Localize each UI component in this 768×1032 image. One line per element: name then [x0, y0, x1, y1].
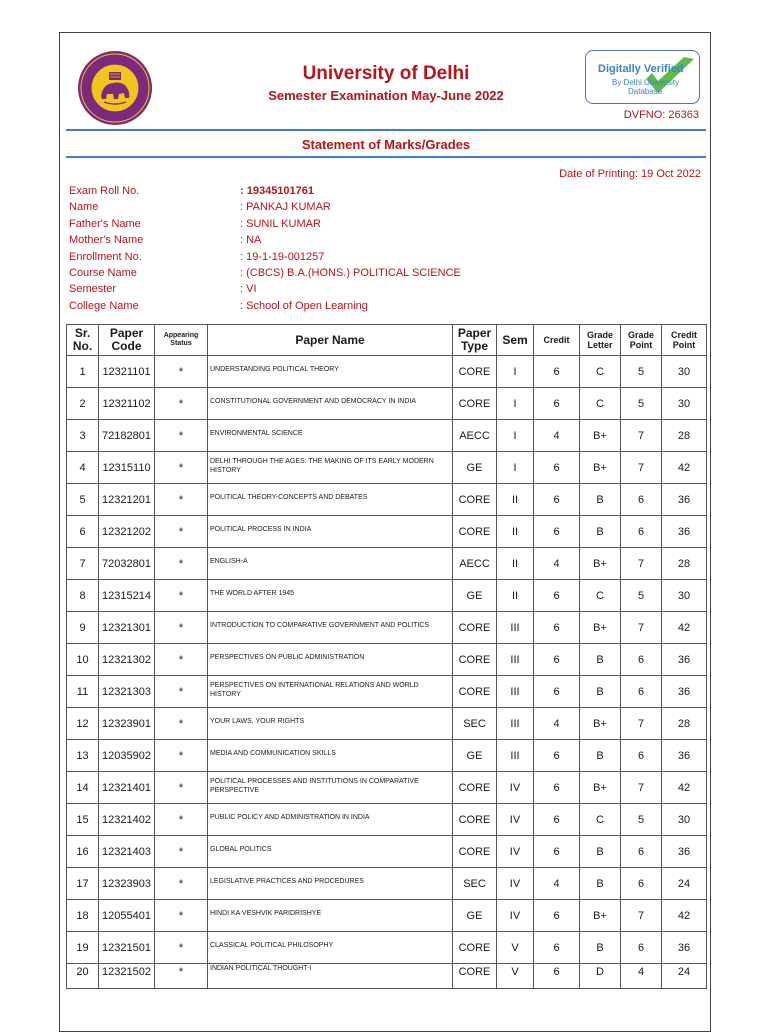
cell-credit: 6 — [534, 804, 580, 836]
cell-paper-code: 12321202 — [99, 516, 155, 548]
cell-grade-point: 7 — [621, 772, 662, 804]
cell-paper-code: 12321403 — [99, 836, 155, 868]
cell-appearing-status: * — [155, 644, 208, 676]
paper-name-text: PUBLIC POLICY AND ADMINISTRATION IN INDIA — [210, 814, 370, 821]
cell-sr-no: 2 — [67, 388, 99, 420]
cell-grade-letter: B+ — [580, 772, 621, 804]
cell-credit-point: 30 — [662, 580, 707, 612]
cell-grade-point: 7 — [621, 420, 662, 452]
cell-credit-point: 42 — [662, 772, 707, 804]
divider-bottom — [66, 156, 706, 158]
cell-appearing-status: * — [155, 452, 208, 484]
cell-appearing-status: * — [155, 932, 208, 964]
cell-appearing-status: * — [155, 356, 208, 388]
cell-credit: 6 — [534, 964, 580, 989]
detail-label: Course Name — [69, 266, 137, 279]
table-row — [67, 580, 707, 612]
cell-appearing-status: * — [155, 484, 208, 516]
cell-sem: IV — [497, 772, 534, 804]
cell-paper-name — [208, 388, 453, 420]
cell-credit: 6 — [534, 740, 580, 772]
cell-sem: II — [497, 548, 534, 580]
cell-credit: 6 — [534, 900, 580, 932]
table-row — [67, 932, 707, 964]
cell-grade-point: 6 — [621, 868, 662, 900]
cell-grade-point: 7 — [621, 452, 662, 484]
cell-sem: II — [497, 580, 534, 612]
cell-sr-no: 20 — [67, 964, 99, 989]
cell-grade-letter: B+ — [580, 708, 621, 740]
cell-credit-point: 28 — [662, 708, 707, 740]
digitally-verified-badge — [585, 50, 700, 104]
cell-paper-name — [208, 708, 453, 740]
col-grade-letter — [580, 325, 621, 356]
exam-subtitle: Semester Examination May-June 2022 — [268, 88, 504, 103]
cell-credit: 6 — [534, 356, 580, 388]
header-text: Type — [460, 339, 489, 353]
cell-paper-name — [208, 868, 453, 900]
cell-paper-name — [208, 932, 453, 964]
dvf-number: DVFNO: 26363 — [623, 109, 699, 121]
cell-grade-point: 4 — [621, 964, 662, 989]
cell-credit-point: 36 — [662, 836, 707, 868]
cell-appearing-status: * — [155, 868, 208, 900]
cell-grade-letter: B+ — [580, 900, 621, 932]
table-row — [67, 740, 707, 772]
table-row — [67, 356, 707, 388]
table-row — [67, 612, 707, 644]
cell-credit-point: 42 — [662, 900, 707, 932]
table-row — [67, 868, 707, 900]
paper-name-text: DELHI THROUGH THE AGES: THE MAKING OF ITS EARLY MODERN HISTORY — [210, 457, 434, 474]
cell-paper-code: 12323903 — [99, 868, 155, 900]
detail-label: Mother's Name — [69, 234, 144, 247]
cell-credit: 6 — [534, 580, 580, 612]
table-row — [67, 484, 707, 516]
cell-paper-code: 12321303 — [99, 676, 155, 708]
header-text: Grade — [586, 330, 613, 340]
paper-name-text: PERSPECTIVES ON PUBLIC ADMINISTRATION — [210, 654, 365, 661]
cell-grade-point: 7 — [621, 548, 662, 580]
cell-credit: 6 — [534, 644, 580, 676]
cell-grade-point: 5 — [621, 356, 662, 388]
badge-caption-line1: By Delhi University — [612, 78, 680, 87]
cell-paper-type: CORE — [453, 484, 497, 516]
header-text: Grade — [627, 330, 654, 340]
cell-paper-type: CORE — [453, 612, 497, 644]
cell-paper-type: CORE — [453, 644, 497, 676]
paper-name-text: LEGISLATIVE PRACTICES AND PROCEDURES — [210, 878, 364, 885]
cell-paper-code: 72182801 — [99, 420, 155, 452]
col-grade-point — [621, 325, 662, 356]
cell-paper-name — [208, 612, 453, 644]
paper-name-text: THE WORLD AFTER 1945 — [210, 590, 295, 597]
cell-sr-no: 4 — [67, 452, 99, 484]
cell-credit-point: 36 — [662, 644, 707, 676]
table-row — [67, 388, 707, 420]
header-text: Paper — [109, 326, 144, 340]
cell-sr-no: 11 — [67, 676, 99, 708]
cell-credit: 4 — [534, 548, 580, 580]
cell-sem: II — [497, 484, 534, 516]
cell-paper-type: GE — [453, 452, 497, 484]
cell-paper-code: 12055401 — [99, 900, 155, 932]
divider-top — [66, 129, 706, 131]
header-text: Paper — [457, 326, 492, 340]
cell-appearing-status: * — [155, 900, 208, 932]
table-row — [67, 836, 707, 868]
cell-paper-code: 12035902 — [99, 740, 155, 772]
cell-sem: V — [497, 964, 534, 989]
cell-credit: 6 — [534, 772, 580, 804]
detail-value: : (CBCS) B.A.(HONS.) POLITICAL SCIENCE — [240, 266, 461, 279]
paper-name-text: POLITICAL THEORY-CONCEPTS AND DEBATES — [210, 494, 368, 501]
cell-grade-letter: B — [580, 868, 621, 900]
paper-name-text: INTRODUCTION TO COMPARATIVE GOVERNMENT AND POLITICS — [210, 622, 430, 629]
cell-credit: 6 — [534, 612, 580, 644]
table-row — [67, 516, 707, 548]
cell-paper-type: CORE — [453, 356, 497, 388]
cell-paper-type: CORE — [453, 964, 497, 989]
cell-paper-code: 12321102 — [99, 388, 155, 420]
header-text: Point — [629, 340, 653, 350]
badge-caption-line2: Database — [628, 87, 663, 96]
cell-appearing-status: * — [155, 804, 208, 836]
table-row — [67, 452, 707, 484]
cell-credit-point: 42 — [662, 452, 707, 484]
marks-table — [66, 324, 707, 989]
cell-paper-type: CORE — [453, 932, 497, 964]
cell-appearing-status: * — [155, 676, 208, 708]
cell-paper-type: CORE — [453, 804, 497, 836]
cell-paper-type: CORE — [453, 836, 497, 868]
cell-paper-code: 12323901 — [99, 708, 155, 740]
cell-paper-type: CORE — [453, 676, 497, 708]
table-header — [67, 325, 707, 356]
cell-sem: III — [497, 740, 534, 772]
cell-appearing-status: * — [155, 740, 208, 772]
cell-paper-type: CORE — [453, 516, 497, 548]
detail-value: : School of Open Learning — [240, 299, 368, 312]
cell-grade-letter: C — [580, 804, 621, 836]
detail-value: : 19-1-19-001257 — [240, 250, 325, 263]
cell-credit: 6 — [534, 484, 580, 516]
cell-appearing-status: * — [155, 388, 208, 420]
cell-credit-point: 28 — [662, 548, 707, 580]
cell-grade-point: 6 — [621, 516, 662, 548]
cell-grade-point: 6 — [621, 644, 662, 676]
cell-sr-no: 6 — [67, 516, 99, 548]
cell-paper-name — [208, 644, 453, 676]
cell-appearing-status: * — [155, 708, 208, 740]
cell-sem: III — [497, 612, 534, 644]
cell-credit: 6 — [534, 932, 580, 964]
cell-paper-name — [208, 772, 453, 804]
cell-credit: 6 — [534, 836, 580, 868]
cell-paper-code: 12315110 — [99, 452, 155, 484]
table-row — [67, 676, 707, 708]
table-row — [67, 964, 707, 989]
cell-paper-name — [208, 420, 453, 452]
cell-appearing-status: * — [155, 420, 208, 452]
cell-grade-letter: B — [580, 676, 621, 708]
cell-paper-type: AECC — [453, 420, 497, 452]
cell-grade-point: 6 — [621, 676, 662, 708]
cell-paper-name — [208, 740, 453, 772]
cell-sem: IV — [497, 900, 534, 932]
cell-credit-point: 24 — [662, 868, 707, 900]
cell-paper-code: 12321402 — [99, 804, 155, 836]
cell-credit-point: 36 — [662, 932, 707, 964]
cell-grade-point: 7 — [621, 900, 662, 932]
cell-sr-no: 3 — [67, 420, 99, 452]
header-text: Code — [111, 339, 142, 353]
cell-paper-name — [208, 356, 453, 388]
cell-credit: 4 — [534, 868, 580, 900]
cell-sr-no: 1 — [67, 356, 99, 388]
cell-sem: III — [497, 708, 534, 740]
cell-paper-name — [208, 548, 453, 580]
col-credit: Credit — [534, 325, 580, 356]
badge-caption — [612, 78, 679, 96]
cell-sem: III — [497, 676, 534, 708]
cell-sr-no: 14 — [67, 772, 99, 804]
cell-grade-point: 5 — [621, 580, 662, 612]
col-paper-name: Paper Name — [208, 325, 453, 356]
detail-label: Enrollment No. — [69, 250, 142, 263]
cell-credit-point: 28 — [662, 420, 707, 452]
cell-appearing-status: * — [155, 612, 208, 644]
cell-sem: I — [497, 356, 534, 388]
cell-paper-code: 12321401 — [99, 772, 155, 804]
col-paper-code — [99, 325, 155, 356]
cell-sem: I — [497, 388, 534, 420]
cell-sem: IV — [497, 868, 534, 900]
cell-grade-point: 6 — [621, 836, 662, 868]
cell-appearing-status: * — [155, 772, 208, 804]
cell-credit-point: 36 — [662, 676, 707, 708]
paper-name-text: MEDIA AND COMMUNICATION SKILLS — [210, 750, 336, 757]
cell-paper-code: 12321101 — [99, 356, 155, 388]
cell-grade-point: 5 — [621, 388, 662, 420]
cell-paper-name — [208, 452, 453, 484]
cell-grade-point: 6 — [621, 932, 662, 964]
cell-paper-type: SEC — [453, 868, 497, 900]
cell-credit: 4 — [534, 420, 580, 452]
cell-sem: I — [497, 420, 534, 452]
cell-grade-point: 7 — [621, 708, 662, 740]
paper-name-text: CONSTITUTIONAL GOVERNMENT AND DEMOCRACY IN INDIA — [210, 398, 417, 405]
cell-paper-type: AECC — [453, 548, 497, 580]
cell-grade-letter: C — [580, 356, 621, 388]
cell-paper-code: 12321501 — [99, 932, 155, 964]
table-row — [67, 644, 707, 676]
cell-paper-type: CORE — [453, 772, 497, 804]
cell-sem: III — [497, 644, 534, 676]
cell-credit: 4 — [534, 708, 580, 740]
cell-grade-letter: B — [580, 484, 621, 516]
cell-sr-no: 10 — [67, 644, 99, 676]
paper-name-text: HINDI KA VESHVIK PARIDRISHYE — [210, 910, 322, 917]
cell-paper-type: CORE — [453, 388, 497, 420]
paper-name-text: POLITICAL PROCESSES AND INSTITUTIONS IN COMPARATIVE PERSPECTIVE — [210, 777, 419, 794]
cell-paper-type: SEC — [453, 708, 497, 740]
detail-label: Father's Name — [69, 217, 141, 230]
cell-grade-letter: C — [580, 580, 621, 612]
cell-credit-point: 36 — [662, 484, 707, 516]
header-text: Appearing — [163, 332, 199, 339]
paper-name-text: INDIAN POLITICAL THOUGHT-I — [210, 965, 312, 972]
cell-grade-letter: C — [580, 388, 621, 420]
marksheet-page — [59, 32, 711, 1032]
cell-appearing-status: * — [155, 516, 208, 548]
cell-sem: II — [497, 516, 534, 548]
table-row — [67, 772, 707, 804]
cell-grade-letter: D — [580, 964, 621, 989]
header-text: Credit — [670, 330, 697, 340]
cell-appearing-status: * — [155, 964, 208, 989]
cell-credit: 6 — [534, 388, 580, 420]
col-credit-point — [662, 325, 707, 356]
cell-paper-type: GE — [453, 900, 497, 932]
col-paper-type — [453, 325, 497, 356]
cell-sem: V — [497, 932, 534, 964]
cell-paper-name — [208, 580, 453, 612]
badge-title: Digitally Verified — [598, 63, 684, 75]
col-sr-no — [67, 325, 99, 356]
table-row — [67, 804, 707, 836]
detail-label: College Name — [69, 299, 139, 312]
paper-name-text: POLITICAL PROCESS IN INDIA — [210, 526, 312, 533]
detail-value: : PANKAJ KUMAR — [240, 201, 331, 214]
cell-grade-point: 6 — [621, 484, 662, 516]
cell-sr-no: 18 — [67, 900, 99, 932]
cell-grade-letter: B+ — [580, 452, 621, 484]
cell-appearing-status: * — [155, 548, 208, 580]
cell-sr-no: 12 — [67, 708, 99, 740]
cell-paper-code: 12321201 — [99, 484, 155, 516]
cell-credit-point: 30 — [662, 388, 707, 420]
cell-credit: 6 — [534, 516, 580, 548]
cell-paper-code: 12315214 — [99, 580, 155, 612]
cell-paper-name — [208, 484, 453, 516]
cell-sem: IV — [497, 836, 534, 868]
cell-sem: IV — [497, 804, 534, 836]
table-row — [67, 548, 707, 580]
cell-grade-letter: B — [580, 932, 621, 964]
cell-grade-point: 7 — [621, 612, 662, 644]
detail-value: : 19345101761 — [240, 185, 315, 197]
cell-paper-type: GE — [453, 580, 497, 612]
cell-credit-point: 30 — [662, 356, 707, 388]
cell-grade-letter: B+ — [580, 420, 621, 452]
cell-paper-name — [208, 836, 453, 868]
cell-sem: I — [497, 452, 534, 484]
detail-label: Exam Roll No. — [69, 185, 140, 197]
detail-label: Semester — [69, 283, 117, 296]
paper-name-text: ENVIRONMENTAL SCIENCE — [210, 430, 303, 437]
header-text: Letter — [587, 340, 613, 350]
detail-value: : VI — [240, 283, 257, 296]
cell-appearing-status: * — [155, 580, 208, 612]
table-row — [67, 708, 707, 740]
cell-credit-point: 42 — [662, 612, 707, 644]
detail-value: : SUNIL KUMAR — [240, 217, 321, 230]
cell-paper-name — [208, 516, 453, 548]
cell-sr-no: 15 — [67, 804, 99, 836]
header-text: No. — [72, 339, 93, 353]
cell-grade-point: 5 — [621, 804, 662, 836]
date-of-printing: Date of Printing: 19 Oct 2022 — [559, 168, 701, 180]
paper-name-text: CLASSICAL POLITICAL PHILOSOPHY — [210, 942, 334, 949]
header-text: Point — [672, 340, 696, 350]
paper-name-text: PERSPECTIVES ON INTERNATIONAL RELATIONS AND WORLD HISTORY — [210, 681, 419, 698]
cell-paper-name — [208, 676, 453, 708]
paper-name-text: GLOBAL POLITICS — [210, 846, 272, 853]
cell-paper-code: 12321302 — [99, 644, 155, 676]
cell-grade-letter: B — [580, 644, 621, 676]
col-sem: Sem — [497, 325, 534, 356]
paper-name-text: YOUR LAWS, YOUR RIGHTS — [210, 718, 305, 725]
cell-grade-letter: B — [580, 516, 621, 548]
cell-credit-point: 24 — [662, 964, 707, 989]
statement-title: Statement of Marks/Grades — [301, 137, 471, 152]
cell-grade-letter: B — [580, 740, 621, 772]
cell-sr-no: 13 — [67, 740, 99, 772]
cell-sr-no: 17 — [67, 868, 99, 900]
cell-credit-point: 36 — [662, 516, 707, 548]
university-title: University of Delhi — [302, 63, 470, 84]
detail-label: Name — [69, 201, 99, 214]
cell-paper-name — [208, 900, 453, 932]
cell-paper-name — [208, 804, 453, 836]
paper-name-text: ENGLISH-A — [210, 558, 248, 565]
header-text: Status — [170, 340, 192, 347]
cell-sr-no: 5 — [67, 484, 99, 516]
cell-paper-type: GE — [453, 740, 497, 772]
cell-sr-no: 9 — [67, 612, 99, 644]
cell-credit: 6 — [534, 452, 580, 484]
cell-credit-point: 30 — [662, 804, 707, 836]
cell-grade-point: 6 — [621, 740, 662, 772]
paper-name-text: UNDERSTANDING POLITICAL THEORY — [210, 366, 339, 373]
cell-grade-letter: B+ — [580, 612, 621, 644]
header-text: Sr. — [74, 326, 91, 340]
cell-appearing-status: * — [155, 836, 208, 868]
marks-table-body — [67, 356, 707, 989]
cell-paper-code: 12321301 — [99, 612, 155, 644]
col-appearing-status — [155, 325, 208, 356]
cell-sr-no: 8 — [67, 580, 99, 612]
cell-sr-no: 7 — [67, 548, 99, 580]
cell-credit-point: 36 — [662, 740, 707, 772]
cell-paper-code: 72032801 — [99, 548, 155, 580]
cell-sr-no: 19 — [67, 932, 99, 964]
detail-value: : NA — [240, 234, 262, 247]
cell-credit: 6 — [534, 676, 580, 708]
cell-sr-no: 16 — [67, 836, 99, 868]
cell-paper-name — [208, 964, 453, 989]
cell-grade-letter: B — [580, 836, 621, 868]
cell-grade-letter: B+ — [580, 548, 621, 580]
cell-paper-code: 12321502 — [99, 964, 155, 989]
table-row — [67, 900, 707, 932]
table-row — [67, 420, 707, 452]
